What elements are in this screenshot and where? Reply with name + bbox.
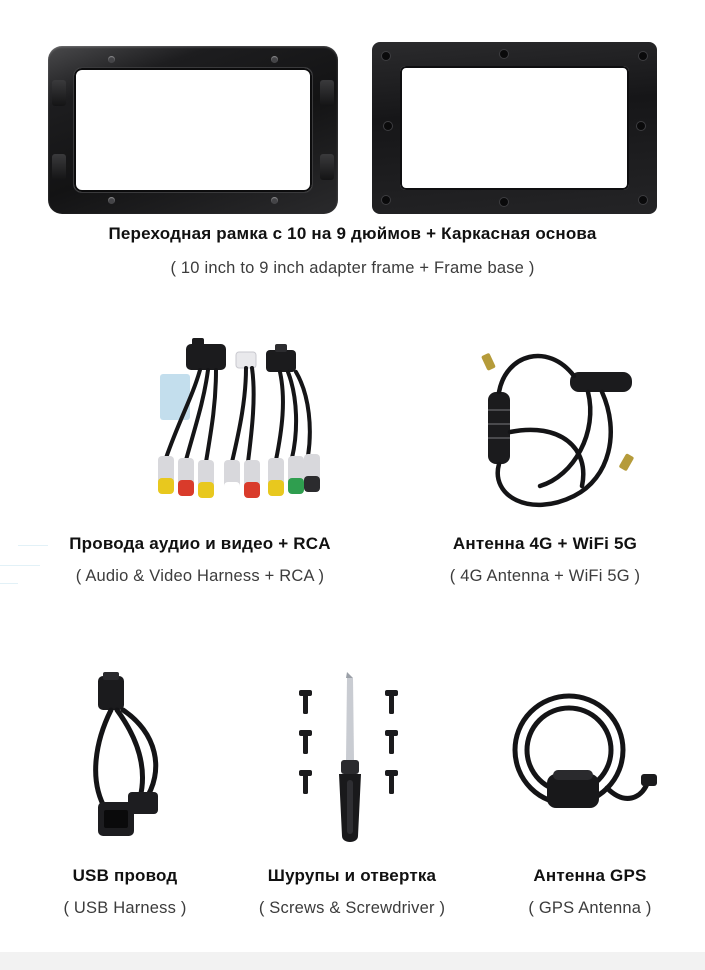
audio-video-harness-rca-icon — [100, 338, 350, 528]
usb-caption-en: ( USB Harness ) — [63, 899, 187, 917]
usb-harness-icon — [70, 670, 220, 855]
screws-caption-en: ( Screws & Screwdriver ) — [258, 899, 446, 917]
antenna-4g-caption-ru: Антенна 4G + WiFi 5G — [452, 534, 638, 553]
antenna-4g-caption-en: ( 4G Antenna + WiFi 5G ) — [449, 567, 641, 585]
frame-tab — [320, 154, 334, 180]
frames-image-row — [0, 20, 705, 200]
section-harness-antenna — [0, 318, 705, 608]
frame-mount-hole — [500, 50, 508, 58]
harness-caption-ru: Провода аудио и видео + RCA — [69, 534, 331, 553]
gps-caption-ru: Антенна GPS — [533, 866, 647, 885]
decorative-guide-line — [0, 583, 18, 584]
frame-tab — [320, 80, 334, 106]
usb-caption-ru: USB провод — [72, 866, 178, 885]
frames-caption-ru: Переходная рамка с 10 на 9 дюймов + Каркасная основа — [108, 224, 597, 243]
frame-tab — [52, 154, 66, 180]
frame-mount-hole — [639, 52, 647, 60]
frames-caption-en: ( 10 inch to 9 inch adapter frame + Frame base ) — [170, 259, 535, 277]
frame-mount-hole — [639, 196, 647, 204]
frame-tab — [52, 80, 66, 106]
section-frames — [0, 0, 705, 300]
frame-screw-dot — [108, 197, 115, 204]
adapter-frame-glossy-icon — [48, 46, 338, 214]
frame-mount-hole — [382, 196, 390, 204]
decorative-guide-line — [0, 565, 40, 566]
frame-screw-dot — [271, 197, 278, 204]
gps-caption-en: ( GPS Antenna ) — [528, 899, 652, 917]
frame-mount-hole — [500, 198, 508, 206]
frame-mount-hole — [637, 122, 645, 130]
decorative-guide-line — [18, 545, 48, 546]
section-accessories — [0, 650, 705, 950]
frame-screw-dot — [271, 56, 278, 63]
frame-screw-dot — [108, 56, 115, 63]
gps-antenna-icon — [495, 678, 670, 848]
4g-wifi-antenna-icon — [470, 336, 660, 531]
footer-strip — [0, 952, 705, 970]
frame-mount-hole — [384, 122, 392, 130]
harness-caption-en: ( Audio & Video Harness + RCA ) — [75, 567, 325, 585]
screws-screwdriver-icon — [275, 668, 425, 858]
screws-caption-ru: Шурупы и отвертка — [267, 866, 437, 885]
frame-base-matte-icon — [372, 42, 657, 214]
frame-mount-hole — [382, 52, 390, 60]
